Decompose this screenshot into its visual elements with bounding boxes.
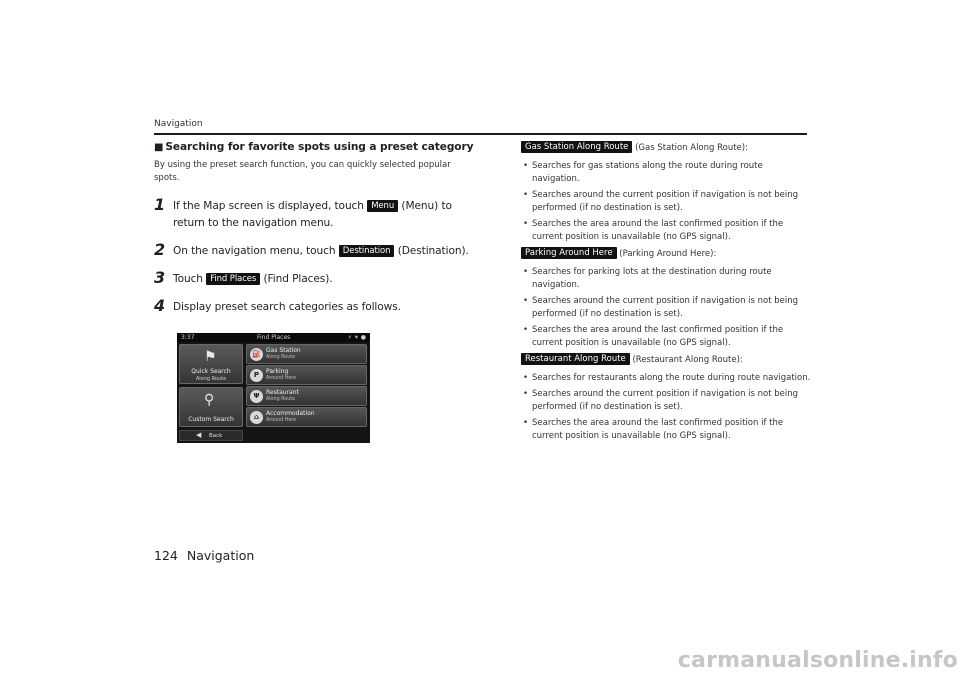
gas-station-icon: ⛽	[250, 348, 263, 361]
option-restaurant: Restaurant Along Route (Restaurant Along Route):	[521, 353, 811, 367]
option-gas-station: Gas Station Along Route (Gas Station Along Route):	[521, 141, 811, 155]
header-rule	[154, 133, 807, 135]
step-2: 2 On the navigation menu, touch Destination (Destination).	[154, 240, 469, 259]
accommodation-icon: ⌂	[250, 411, 263, 424]
restaurant-icon: Ψ	[250, 390, 263, 403]
find-places-screenshot	[177, 333, 370, 443]
footer-section-name: Navigation	[186, 548, 255, 563]
category-accommodation[interactable]: ⌂ Accommodation Around Here	[246, 407, 367, 427]
running-header: Navigation	[154, 119, 203, 129]
parking-chip: Parking Around Here	[521, 247, 617, 259]
list-item: • Searches the area around the last confirmed position if the current position is unavailable (no GPS signal).	[521, 417, 811, 443]
list-item: • Searches around the current position if navigation is not being performed (if no destination is set).	[521, 295, 811, 321]
category-restaurant[interactable]: Ψ Restaurant Along Route	[246, 386, 367, 406]
section-intro: By using the preset search function, you can quickly selected popular spots.	[154, 160, 451, 183]
list-item: • Searches for gas stations along the route during route navigation.	[521, 160, 811, 186]
category-gas-station[interactable]: ⛽ Gas Station Along Route	[246, 344, 367, 364]
back-arrow-icon: ◀	[196, 431, 202, 439]
search-icon: ⚲	[204, 392, 215, 408]
list-item: • Searches the area around the last confirmed position if the current position is unavailable (no GPS signal).	[521, 218, 811, 244]
list-item: • Searches for restaurants along the route during route navigation.	[521, 372, 811, 385]
menu-chip: Menu	[367, 200, 398, 212]
screen-title: Find Places	[257, 334, 291, 341]
list-item: • Searches around the current position if navigation is not being performed (if no destination is set).	[521, 388, 811, 414]
right-column	[521, 141, 811, 446]
square-bullet-icon: ■	[154, 142, 164, 153]
left-column	[154, 141, 474, 316]
parking-icon: P	[250, 369, 263, 382]
step-number: 4	[154, 296, 166, 315]
step-number: 3	[154, 268, 166, 287]
list-item: • Searches the area around the last confirmed position if the current position is unavailable (no GPS signal).	[521, 324, 811, 350]
category-parking[interactable]: P Parking Around Here	[246, 365, 367, 385]
restaurant-chip: Restaurant Along Route	[521, 353, 630, 365]
pin-icon: ⚑	[204, 349, 217, 365]
list-item: • Searches for parking lots at the destination during route navigation.	[521, 266, 811, 292]
page-number: 124	[154, 548, 178, 563]
parking-bullets	[521, 266, 811, 350]
clock: 3:37	[181, 334, 195, 341]
status-icons: ⚡ ✶ ●	[347, 334, 366, 341]
back-button[interactable]: ◀ Back	[179, 430, 243, 441]
section-title: ■ Searching for favorite spots using a preset category	[154, 141, 474, 153]
destination-chip: Destination	[339, 245, 395, 257]
quick-search-button[interactable]: ⚑ Quick Search Along Route	[179, 344, 243, 384]
list-item: • Searches around the current position if navigation is not being performed (if no destination is set).	[521, 189, 811, 215]
gas-station-chip: Gas Station Along Route	[521, 141, 632, 153]
restaurant-bullets	[521, 372, 811, 443]
step-number: 1	[154, 195, 166, 214]
gas-station-bullets	[521, 160, 811, 244]
step-number: 2	[154, 240, 166, 259]
find-places-chip: Find Places	[206, 273, 260, 285]
status-bar	[177, 333, 370, 342]
option-parking: Parking Around Here (Parking Around Here):	[521, 247, 811, 261]
step-1: 1 If the Map screen is displayed, touch Menu (Menu) to return to the navigation menu.	[154, 195, 452, 229]
step-4: 4 Display preset search categories as follows.	[154, 296, 401, 315]
step-3: 3 Touch Find Places (Find Places).	[154, 268, 333, 287]
page-footer	[154, 548, 254, 563]
custom-search-button[interactable]: ⚲ Custom Search	[179, 387, 243, 427]
watermark-logo: carmanualsonline.info	[677, 648, 958, 673]
